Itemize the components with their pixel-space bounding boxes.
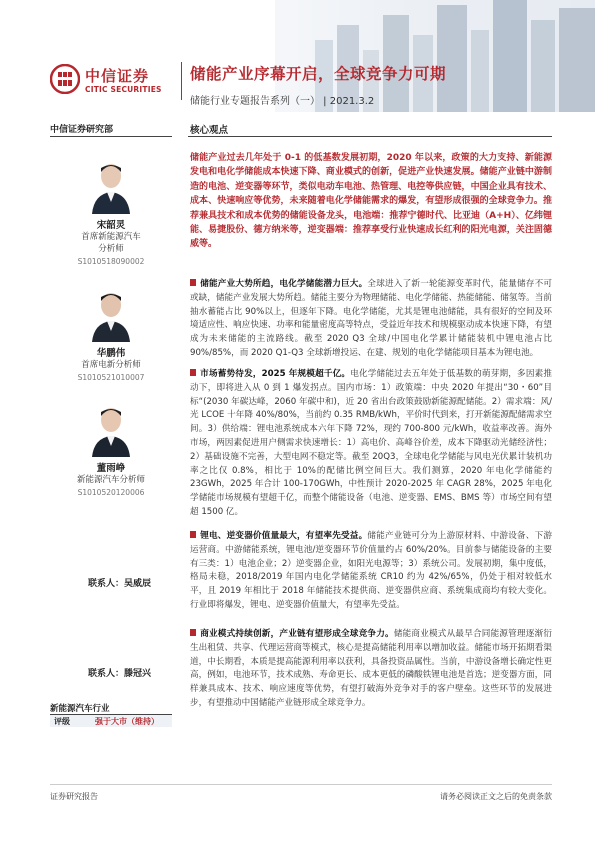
summary-text: 储能产业过去几年处于 0-1 的低基数发展初期，2020 年以来，政策的大力支持、新能源发电和电化学储能成本快速下降、商业模式的创新，促进产业快速发展。储能产业链中游制造的电池、逆变器等环节，类似电动车电池、热管理、电控等供应链，中国企业具有技术、成本、快速响应等优势，未来随着电化学储能需求的爆发，有望形成很强的全球竞争力。推荐兼具技术和成本优势的储能设备龙头，电池端：推荐宁德时代、比亚迪（A+H）、亿纬锂能、易捷股份、德方纳米等，逆变器端：推荐享受行业快速成长红利的阳光电源，关注固德威等。	[190, 153, 552, 250]
paragraph-body: 储能产业链可分为上游原材料、中游设备、下游运营商。中游储能系统，锂电池/逆变器环节价值量约占 60%/20%。目前参与储能设备的主要有三类：1）电池企业；2）逆变器企业，如阳光电源等；3）系统公司。发展初期，集中度低，格局未稳，2018/2019 年国内电化学储能系统 CR10 约为 42%/65%，仍处于相对较低水平，且 2019 年相比于 2018 年储能技术提供商、逆变器供应商、系统集成商均有较大变化。行业即将爆发，锂电、逆变器价值量大，有望率先受益。	[190, 531, 552, 610]
footer-report-type: 证券研究报告	[50, 792, 98, 801]
core-view-heading: 核心观点	[190, 125, 229, 136]
body-paragraph	[190, 530, 552, 613]
industry-heading: 新能源汽车行业	[50, 704, 110, 714]
paragraph-lead: 锂电、逆变器价值量最大，有望率先受益。	[200, 531, 368, 541]
square-bullet-icon	[190, 279, 196, 286]
paragraph-lead: 储能产业大势所趋，电化学储能潜力巨大。	[200, 279, 368, 289]
square-bullet-icon	[190, 629, 196, 636]
contact-person: 联系人：吴威辰	[88, 579, 152, 589]
square-bullet-icon	[190, 369, 196, 376]
report-header	[0, 0, 595, 112]
body-paragraph	[190, 278, 552, 361]
paragraph-lead: 商业模式持续创新，产业链有望形成全球竞争力。	[200, 629, 394, 639]
report-title: 储能产业序幕开启，全球竞争力可期	[190, 65, 447, 83]
logo-english-text: CITIC SECURITIES	[85, 85, 162, 94]
analyst-photo	[88, 286, 134, 342]
rating-label: 评级	[54, 717, 70, 726]
analyst-license-id: S1010518090002	[77, 257, 145, 266]
footer-disclaimer: 请务必阅读正文之后的免责条款	[440, 792, 552, 801]
footer-divider	[50, 784, 552, 785]
square-bullet-icon	[190, 531, 196, 538]
paragraph-lead: 市场蓄势待发，2025 年规模超千亿。	[200, 369, 351, 379]
logo-chinese-text: 中信证券	[85, 67, 150, 85]
analyst-license-id: S1010520120006	[77, 488, 145, 497]
analyst-role-line2: 分析师	[98, 244, 124, 254]
paragraph-body: 储能商业模式从最早合同能源管理逐渐衍生出租赁、共享、代理运营商等模式，核心是提高储能利用率以增加收益。储能市场开拓期看渠道，中长期看，本质是提高能源利用率以获利，具备投资品属性。当前，中游设备增长确定性更高，例如，电池环节，技术成熟、寿命更长、成本更低的磷酸铁锂电池是首选；逆变器方面，同样兼具成本、技术、响应速度等优势，有望打破海外竞争对手的客户壁垒。这些环节的发展进步，有望推动中国储能产业链形成全球竞争力。	[190, 629, 552, 708]
rating-value: 强于大市（维持）	[95, 717, 159, 726]
main-divider	[188, 136, 552, 137]
analyst-role: 首席电新分析师	[81, 360, 141, 370]
analyst-name: 宋韶灵	[96, 220, 126, 231]
analyst-card	[50, 286, 172, 382]
analyst-card	[50, 158, 172, 266]
citic-logo-mark-icon	[50, 64, 80, 94]
analyst-card	[50, 401, 172, 497]
citic-logo	[50, 64, 172, 100]
report-subtitle: 储能行业专题报告系列（一） | 2021.3.2	[190, 96, 375, 107]
paragraph-body: 全球进入了新一轮能源变革时代，能量储存不可或缺，储能产业发展大势所趋。储能主要分为物理储能、电化学储能、热能储能、储氢等。当前抽水蓄能占比 90%以上，但逐年下降。电化学储能，尤其是锂电池储能，具有很好的空间及环境适应性、响应快速、功率和能量密度高等特点，受益近年技术和规模驱动成本快速下降，有望成为未来储能的主流路线。截至 2020 Q3 全球/中国电化学累计储能装机中锂电池占比 90%/85%，而 2020 Q1-Q3 全球新增投运、在建、规划的电化学储能项目基本为锂电池。	[190, 279, 552, 358]
rating-bar	[50, 714, 172, 727]
analyst-photo	[88, 158, 134, 214]
paragraph-body: 电化学储能过去五年处于低基数的萌芽期，多因素推动下，即将进入从 0 到 1 爆发拐点。国内市场：1）政策端：中央 2020 年提出“30・60”目标“(2030 年碳达峰，2060 年碳中和)，近 20 省出台政策鼓励新能源配储能。2）需求端：风/光 LCOE 十年降 40%/80%，当前约 0.35 RMB/kWh，平价时代到来，打开新能源配储需求空间。3）供给端：锂电池系统成本六年下降 72%，现约 700-800 元/kWh，收益率改善。海外市场，两因素促进用户侧需求快速增长：1）高电价、高峰谷价差，成本下降驱动光储经济性；2）基础设施不完善，大型电网不稳定等。截至 20Q3，全球电化学储能与风电光伏累计装机功率之比仅 0.8%，相比于 10%的配储比例空间巨大。我们测算，2020 年电化学储能约 23GWh，2025 年合计 100-170GWh，中性预计 2020-2025 年 CAGR 28%，2025 年电化学储能市场规模有望超千亿，而整个储能设备（电池、逆变器、EMS、BMS 等）市场空间有望超 1500 亿。	[190, 369, 552, 517]
analyst-role: 新能源汽车分析师	[76, 475, 145, 485]
research-dept-heading: 中信证券研究部	[50, 125, 114, 135]
body-paragraph	[190, 368, 552, 520]
analyst-name: 董雨峥	[96, 463, 126, 474]
header-divider	[181, 62, 182, 100]
analyst-name: 华鹏伟	[96, 348, 126, 359]
body-paragraph	[190, 628, 552, 711]
sidebar-divider	[50, 136, 172, 137]
analyst-role: 首席新能源汽车	[81, 232, 141, 242]
analyst-license-id: S1010521010007	[77, 373, 145, 382]
analyst-photo	[88, 401, 134, 457]
contact-person: 联系人：滕冠兴	[88, 669, 152, 679]
